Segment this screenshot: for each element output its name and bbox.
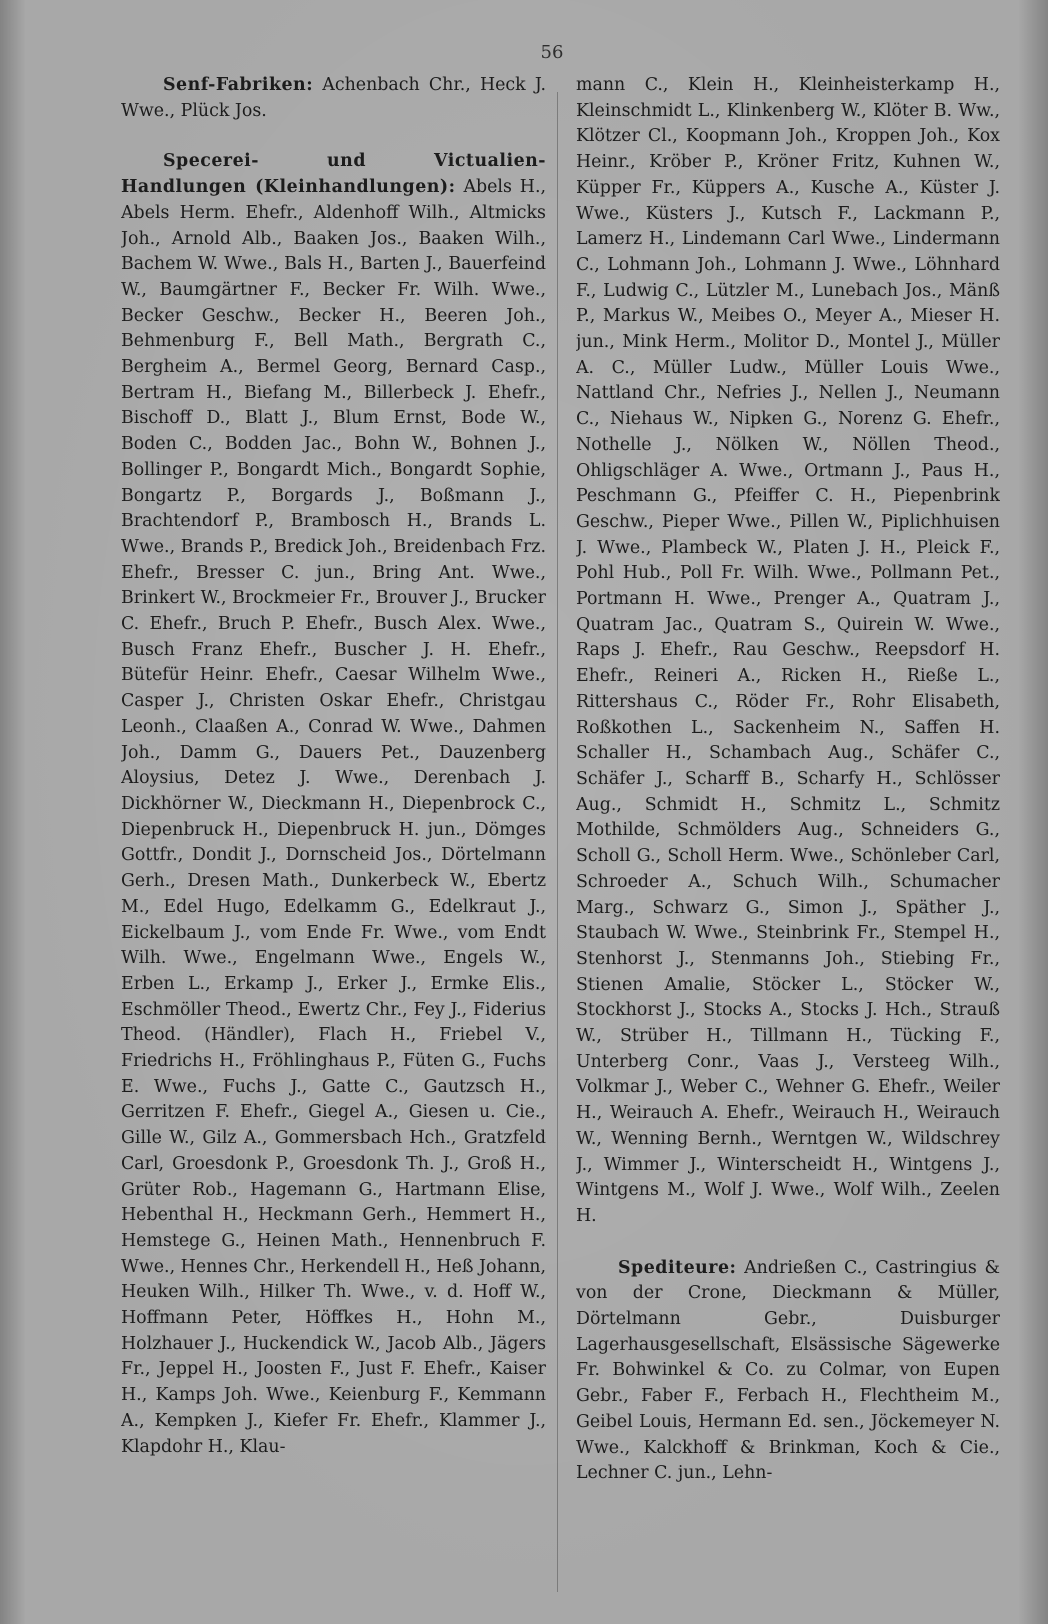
- section-heading: Specerei- und Victualien-Handlungen (Kleinhandlungen):: [121, 151, 546, 198]
- entry-senf-fabriken: [121, 73, 546, 124]
- section-text: Andrießen C., Castringius & von der Crone, Dieckmann & Müller, Dörtelmann Gebr., Duisburger Lagerhausgesellschaft, Elsässische Sägewerke Fr. Bohwinkel & Co. zu Colmar, von Eupen Gebr., Faber F., Ferbach H., Flechtheim M., Geibel Louis, Hermann Ed. sen., Jöckemeyer N. Wwe., Kalckhoff & Brinkman, Koch & Cie., Lechner C. jun., Lehn-: [576, 1257, 1000, 1484]
- entry-specerei-handlungen: [121, 149, 546, 1460]
- left-column: [121, 73, 546, 1613]
- section-heading: Spediteure:: [618, 1257, 737, 1278]
- section-heading: Senf-Fabriken:: [163, 75, 314, 95]
- section-text: mann C., Klein H., Kleinheisterkamp H., Kleinschmidt L., Klinkenberg W., Klöter B. Ww., Klötzer Cl., Koopmann Joh., Kroppen Joh., Kox Heinr., Kröber P., Kröner Fritz, Kuhnen W., Küpper Fr., Küppers A., Kusche A., Küster J. Wwe., Küsters J., Kutsch F., Lackmann P., Lamerz H., Lindemann Carl Wwe., Lindermann C., Lohmann Joh., Lohmann J. Wwe., Löhnhard F., Ludwig C., Lützler M., Lunebach Jos., Mänß P., Markus W., Meibes O., Meyer A., Mieser H. jun., Mink Herm., Molitor D., Montel J., Müller A. C., Müller Ludw., Müller Louis Wwe., Nattland Chr., Nefries J., Nellen J., Neumann C., Niehaus W., Nipken G., Norenz G. Ehefr., Nothelle J., Nölken W., Nöllen Theod., Ohligschläger A. Wwe., Ortmann J., Paus H., Peschmann G., Pfeiffer C. H., Piepenbrink Geschw., Pieper Wwe., Pillen W., Piplichhuisen J. Wwe., Plambeck W., Platen J. H., Pleick F., Pohl Hub., Poll Fr. Wilh. Wwe., Pollmann Pet., Portmann H. Wwe., Prenger A., Quatram J., Quatram Jac., Quatram S., Quirein W. Wwe., Raps J. Ehefr., Rau Geschw., Reepsdorf H. Ehefr., Reineri A., Ricken H., Rieße L., Rittershaus C., Röder Fr., Rohr Elisabeth, Roßkothen L., Sackenheim N., Saffen H. Schaller H., Schambach Aug., Schäfer C., Schäfer J., Scharff B., Scharfy H., Schlösser Aug., Schmidt H., Schmitz L., Schmitz Mothilde, Schmölders Aug., Schneiders G., Scholl G., Scholl Herm. Wwe., Schönleber Carl, Schroeder A., Schuch Wilh., Schumacher Marg., Schwarz G., Simon J., Späther J., Staubach W. Wwe., Steinbrink Fr., Stempel H., Stenhorst J., Stenmanns Joh., Stiebing Fr., Stienen Amalie, Stöcker L., Stöcker W., Stockhorst J., Stocks A., Stocks J. Hch., Strauß W., Strüber H., Tillmann H., Tücking F., Unterberg Conr., Vaas J., Versteeg Wilh., Volkmar J., Weber C., Wehner G. Ehefr., Weiler H., Weirauch A. Ehefr., Weirauch H., Weirauch W., Wenning Bernh., Werntgen W., Wildschrey J., Wimmer J., Winterscheidt H., Wintgens J., Wintgens M., Wolf J. Wwe., Wolf Wilh., Zeelen H.: [576, 75, 1000, 1226]
- entry-spediteure: [576, 1256, 1000, 1487]
- section-text: Abels H., Abels Herm. Ehefr., Aldenhoff Wilh., Altmicks Joh., Arnold Alb., Baaken Jos., Baaken Wilh., Bachem W. Wwe., Bals H., Barten J., Bauerfeind W., Baumgärtner F., Becker Fr. Wilh. Wwe., Becker Geschw., Becker H., Beeren Joh., Behmenburg F., Bell Math., Bergrath C., Bergheim A., Bermel Georg, Bernard Casp., Bertram H., Biefang M., Billerbeck J. Ehefr., Bischoff D., Blatt J., Blum Ernst, Bode W., Boden C., Bodden Jac., Bohn W., Bohnen J., Bollinger P., Bongardt Mich., Bongardt Sophie, Bongartz P., Borgards J., Boßmann J., Brachtendorf P., Brambosch H., Brands L. Wwe., Brands P., Bredick Joh., Breidenbach Frz. Ehefr., Bresser C. jun., Bring Ant. Wwe., Brinkert W., Brockmeier Fr., Brouver J., Brucker C. Ehefr., Bruch P. Ehefr., Busch Alex. Wwe., Busch Franz Ehefr., Buscher J. H. Ehefr., Bütefür Heinr. Ehefr., Caesar Wilhelm Wwe., Casper J., Christen Oskar Ehefr., Christgau Leonh., Claaßen A., Conrad W. Wwe., Dahmen Joh., Damm G., Dauers Pet., Dauzenberg Aloysius, Detez J. Wwe., Derenbach J. Dickhörner W., Dieckmann H., Diepenbrock C., Diepenbruck H., Diepenbruck H. jun., Dömges Gottfr., Dondit J., Dornscheid Jos., Dörtelmann Gerh., Dresen Math., Dunkerbeck W., Ebertz M., Edel Hugo, Edelkamm G., Edelkraut J., Eickelbaum J., vom Ende Fr. Wwe., vom Endt Wilh. Wwe., Engelmann Wwe., Engels W., Erben L., Erkamp J., Erker J., Ermke Elis., Eschmöller Theod., Ewertz Chr., Fey J., Fiderius Theod. (Händler), Flach H., Friebel V., Friedrichs H., Fröhlinghaus P., Füten G., Fuchs E. Wwe., Fuchs J., Gatte C., Gautzsch H., Gerritzen F. Ehefr., Giegel A., Giesen u. Cie., Gille W., Gilz A., Gommersbach Hch., Gratzfeld Carl, Groesdonk P., Groesdonk Th. J., Groß H., Grüter Rob., Hagemann G., Hartmann Elise, Hebenthal H., Heckmann Gerh., Hemmert H., Hemstege G., Heinen Math., Hennenbruch F. Wwe., Hennes Chr., Herkendell H., Heß Johann, Heuken Wilh., Hilker Th. Wwe., v. d. Hoff W., Hoffmann Peter, Höffkes H., Hohn M., Holzhauer J., Huckendick W., Jacob Alb., Jägers Fr., Jeppel H., Joosten F., Just F. Ehefr., Kaiser H., Kamps Joh. Wwe., Keienburg F., Kemmann A., Kempken J., Kiefer Fr. Ehefr., Klammer J., Klapdohr H., Klau-: [121, 177, 546, 1457]
- entry-specerei-continued: [576, 73, 1000, 1230]
- right-column: [576, 73, 1000, 1613]
- page-number: 56: [540, 42, 564, 63]
- section-text: Achenbach Chr., Heck J. Wwe., Plück Jos.: [121, 75, 546, 121]
- column-divider: [557, 92, 558, 1592]
